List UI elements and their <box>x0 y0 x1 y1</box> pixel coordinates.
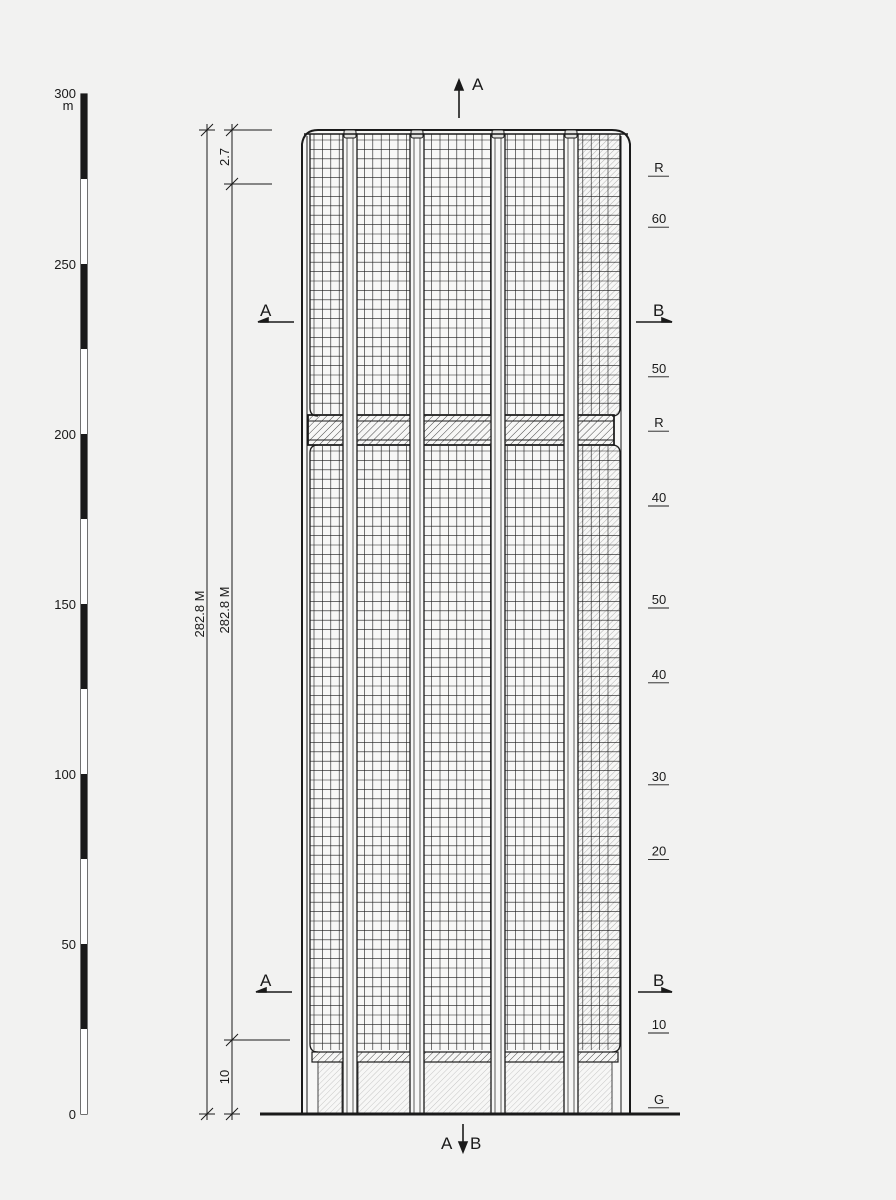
scale-tick-labels <box>54 86 76 1122</box>
fin <box>410 134 424 1114</box>
fin <box>491 134 505 1114</box>
scale-segment <box>81 349 87 434</box>
level-label: 40 <box>651 490 667 505</box>
scale-segment <box>81 1029 87 1114</box>
base-bay <box>424 1062 491 1114</box>
scale-segment <box>81 859 87 944</box>
base-bay <box>318 1062 342 1114</box>
structural-height-dimension: 282.8 M <box>217 586 232 634</box>
level-label: 60 <box>651 211 667 227</box>
scale-segment <box>81 519 87 604</box>
scale-bar <box>54 86 87 1122</box>
scale-tick-label: 0 <box>68 1107 76 1122</box>
level-label: 50 <box>651 592 667 607</box>
section-marker-bottom-right: B <box>470 1134 482 1153</box>
bottom-segment-dimension: 10 <box>217 1069 232 1085</box>
shaded-side-lower <box>577 446 621 1050</box>
level-label: G <box>653 1091 665 1107</box>
section-marker-bottom-left: A <box>441 1134 453 1153</box>
scale-segment <box>81 689 87 774</box>
shaded-side-upper <box>577 134 621 414</box>
scale-tick-label: 150 <box>54 597 76 612</box>
level-label: 50 <box>651 360 667 376</box>
section-marker-lower-right: B <box>653 971 665 990</box>
dimension-lines <box>199 124 290 1120</box>
scale-tick-label: 50 <box>61 937 76 952</box>
section-marker-upper-right: B <box>653 301 665 320</box>
tower-elevation <box>302 130 630 1114</box>
top-segment-dimension: 2.7 <box>217 147 232 167</box>
level-label: R <box>654 415 664 431</box>
level-label: 10 <box>651 1017 667 1032</box>
fin <box>564 134 578 1114</box>
scale-unit-label: m <box>62 98 74 113</box>
scale-tick-label: 200 <box>54 427 76 442</box>
fin <box>343 134 357 1114</box>
section-marker-lower-left: A <box>260 971 272 990</box>
scale-tick-label: 100 <box>54 767 76 782</box>
level-label: 40 <box>651 666 667 682</box>
level-label: 30 <box>651 768 667 784</box>
scale-segment <box>81 94 87 179</box>
base-bay <box>505 1062 564 1114</box>
scale-segment <box>81 179 87 264</box>
scale-segment <box>81 264 87 349</box>
scale-segment <box>81 774 87 859</box>
level-label: R <box>654 160 664 176</box>
scale-tick-label: 300 <box>54 86 76 101</box>
overall-height-dimension: 282.8 M <box>192 590 207 638</box>
scale-segment <box>81 944 87 1029</box>
base-bay <box>578 1062 612 1114</box>
scale-tick-label: 250 <box>54 257 76 272</box>
section-marker-upper-left: A <box>260 301 272 320</box>
section-marker-top: A <box>472 75 484 94</box>
scale-bar-segments <box>81 94 87 1114</box>
base-bay <box>358 1062 410 1114</box>
level-label: 20 <box>651 843 667 859</box>
scale-segment <box>81 434 87 519</box>
scale-segment <box>81 604 87 689</box>
